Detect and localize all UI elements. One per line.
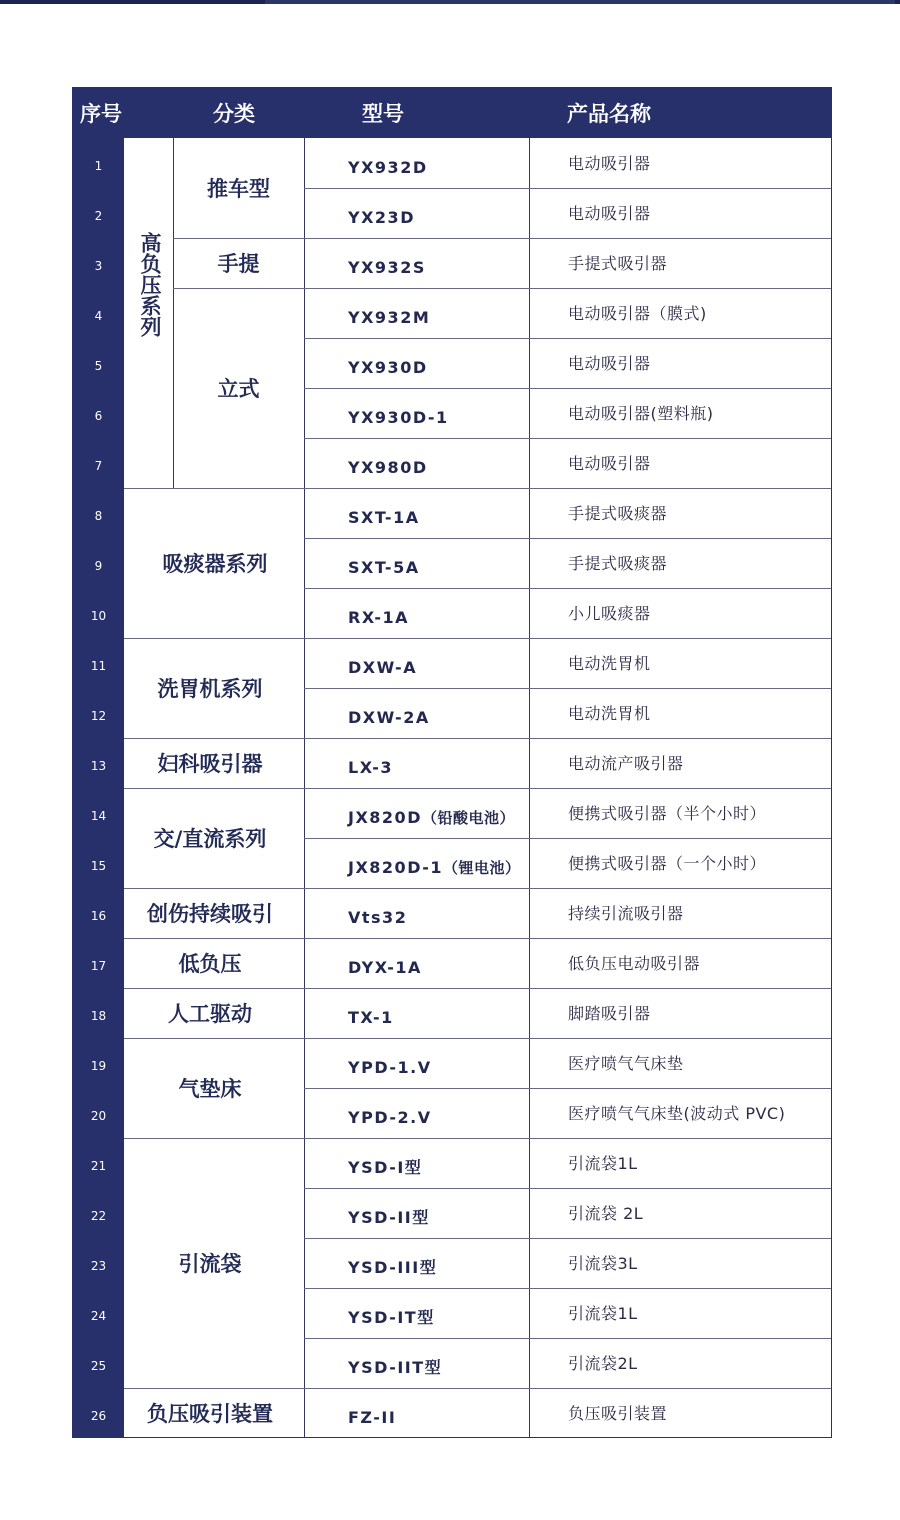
model-cell (348, 788, 515, 838)
row-number: 3 (94, 259, 103, 273)
product-name-cell: 持续引流吸引器 (568, 904, 684, 923)
row-number: 18 (90, 1009, 107, 1023)
product-name-cell: 手提式吸痰器 (568, 504, 668, 523)
product-name-cell: 低负压电动吸引器 (568, 954, 701, 973)
row-number: 21 (90, 1159, 107, 1173)
product-name-cell: 脚踏吸引器 (568, 1004, 651, 1023)
row-number: 13 (90, 759, 107, 773)
model-cell: YPD-2.V (348, 1108, 432, 1127)
model-cell: DXW-2A (348, 708, 430, 727)
row-number: 6 (94, 409, 103, 423)
category-wound-drainage: 创伤持续吸引 (147, 902, 273, 926)
row-number: 5 (94, 359, 103, 373)
row-number: 25 (90, 1359, 107, 1373)
product-name-cell: 医疗喷气气床垫 (568, 1054, 684, 1073)
category-cart-type: 推车型 (207, 177, 270, 201)
product-name-cell: 小儿吸痰器 (568, 604, 651, 623)
model-cell: YX932S (348, 258, 426, 277)
model-cell: FZ-II (348, 1408, 397, 1427)
row-number: 8 (94, 509, 103, 523)
product-name-cell: 电动洗胃机 (568, 654, 651, 673)
product-name-cell: 便携式吸引器（半个小时） (568, 804, 767, 823)
header-index: 序号 (80, 102, 122, 126)
product-name-cell: 医疗喷气气床垫(波动式 PVC) (568, 1104, 786, 1123)
row-number: 7 (94, 459, 103, 473)
model-cell: YPD-1.V (348, 1058, 432, 1077)
category-ac-dc-series: 交/直流系列 (153, 827, 267, 851)
category-gynecology: 妇科吸引器 (157, 752, 263, 776)
category-gastric-lavage: 洗胃机系列 (157, 677, 263, 701)
category-low-pressure: 低负压 (178, 952, 242, 976)
model-cell: YX930D (348, 358, 428, 377)
model-cell: SXT-5A (348, 558, 420, 577)
model-cell: YX932M (348, 308, 431, 327)
product-table (72, 87, 832, 1438)
model-cell (348, 838, 521, 888)
row-number: 16 (90, 909, 107, 923)
model-cell: YX930D-1 (348, 408, 449, 427)
category-handheld: 手提 (217, 252, 260, 276)
product-name-cell: 引流袋3L (568, 1254, 638, 1273)
row-number: 23 (90, 1259, 107, 1273)
product-name-cell: 引流袋2L (568, 1354, 638, 1373)
model-cell: YSD-II型 (348, 1208, 430, 1227)
model-code: JX820D (348, 808, 422, 827)
model-cell: YSD-I型 (348, 1158, 423, 1177)
row-number: 4 (94, 309, 103, 323)
top-accent-segment-right (895, 0, 900, 4)
category-air-mattress: 气垫床 (178, 1077, 242, 1101)
product-name-cell: 电动洗胃机 (568, 704, 651, 723)
product-name-cell: 负压吸引装置 (568, 1404, 668, 1423)
product-name-cell: 便携式吸引器（一个小时） (568, 854, 767, 873)
row-number: 11 (90, 659, 107, 673)
row-number: 15 (90, 859, 107, 873)
category-label: 高负压系列 (138, 232, 162, 337)
row-number: 2 (94, 209, 103, 223)
product-name-cell: 引流袋1L (568, 1154, 638, 1173)
model-cell: YSD-III型 (348, 1258, 438, 1277)
product-name-cell: 手提式吸痰器 (568, 554, 668, 573)
product-name-cell: 引流袋 2L (568, 1204, 644, 1223)
category-manual: 人工驱动 (168, 1002, 252, 1026)
product-name-cell: 电动吸引器(塑料瓶) (568, 404, 714, 423)
row-number: 17 (90, 959, 107, 973)
model-cell: LX-3 (348, 758, 393, 777)
top-accent-segment (0, 0, 265, 4)
category-vertical: 立式 (217, 377, 260, 401)
model-cell: RX-1A (348, 608, 410, 627)
product-name-cell: 电动吸引器（膜式) (568, 304, 707, 323)
header-product-name: 产品名称 (567, 102, 651, 126)
row-number: 24 (90, 1309, 107, 1323)
category-drainage-bag: 引流袋 (178, 1252, 242, 1276)
row-number: 10 (90, 609, 107, 623)
model-cell: YX980D (348, 458, 428, 477)
row-number: 26 (90, 1409, 107, 1423)
product-name-cell: 手提式吸引器 (568, 254, 668, 273)
top-accent-bar (0, 0, 900, 4)
product-name-cell: 引流袋1L (568, 1304, 638, 1323)
table-header (73, 88, 831, 138)
model-cell: YSD-IT型 (348, 1308, 435, 1327)
row-number: 1 (94, 159, 103, 173)
model-cell: TX-1 (348, 1008, 394, 1027)
category-sputum-aspirator: 吸痰器系列 (162, 552, 268, 576)
product-name-cell: 电动吸引器 (568, 354, 651, 373)
row-number: 14 (90, 809, 107, 823)
product-name-cell: 电动吸引器 (568, 454, 651, 473)
row-number: 20 (90, 1109, 107, 1123)
product-name-cell: 电动吸引器 (568, 204, 651, 223)
model-cell: YX932D (348, 158, 428, 177)
model-suffix: （铅酸电池） (421, 809, 515, 827)
model-suffix: （锂电池） (443, 859, 521, 877)
model-cell: YSD-IIT型 (348, 1358, 443, 1377)
model-code: JX820D-1 (348, 858, 444, 877)
header-category: 分类 (213, 102, 255, 126)
product-name-cell: 电动吸引器 (568, 154, 651, 173)
product-name-cell: 电动流产吸引器 (568, 754, 684, 773)
model-cell: YX23D (348, 208, 415, 227)
model-cell: Vts32 (348, 908, 408, 927)
model-cell: DYX-1A (348, 958, 422, 977)
row-number: 12 (90, 709, 107, 723)
row-number: 22 (90, 1209, 107, 1223)
row-number: 19 (90, 1059, 107, 1073)
category-high-pressure-series (124, 138, 173, 488)
category-suction-device: 负压吸引装置 (147, 1402, 273, 1426)
model-cell: SXT-1A (348, 508, 420, 527)
row-number: 9 (94, 559, 103, 573)
model-cell: DXW-A (348, 658, 418, 677)
header-model: 型号 (362, 102, 404, 126)
